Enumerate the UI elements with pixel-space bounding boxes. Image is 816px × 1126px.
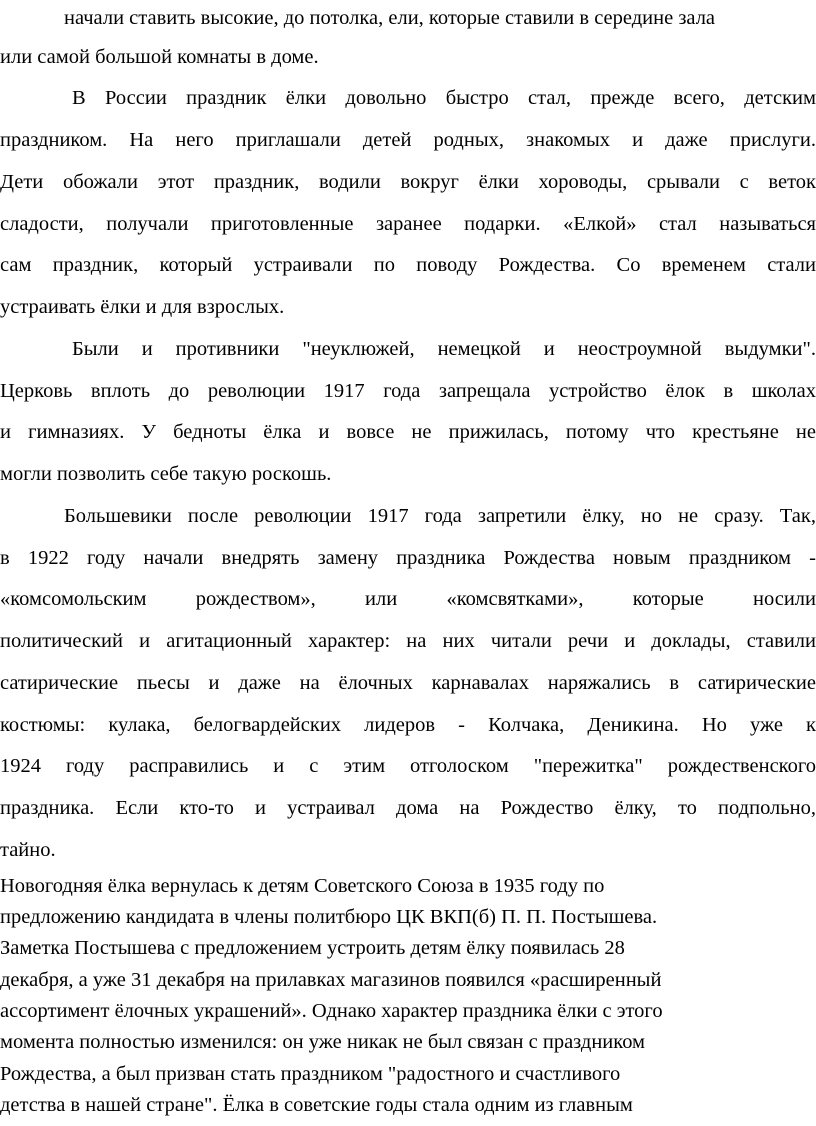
text-line: и гимназиях. У бедноты ёлка и вовсе не прижилась, потому что крестьяне не — [0, 421, 816, 443]
text-line: сатирические пьесы и даже на ёлочных карнавалах наряжались в сатирические — [0, 672, 816, 694]
text-line: праздника. Если кто-то и устраивал дома на Рождество ёлку, то подпольно, — [0, 797, 816, 819]
text-line: детства в нашей стране". Ёлка в советские годы стала одним из главным — [0, 1094, 633, 1116]
text-line: Церковь вплоть до революции 1917 года запрещала устройство ёлок в школах — [0, 380, 816, 402]
text-line: 1924 году расправились и с этим отголоском "пережитка" рождественского — [0, 755, 816, 777]
text-line: ассортимент ёлочных украшений». Однако характер праздника ёлки с этого — [0, 1000, 663, 1022]
text-line: Заметка Постышева с предложением устроить детям ёлку появилась 28 — [0, 937, 625, 959]
text-line: начали ставить высокие, до потолка, ели, которые ставили в середине зала — [64, 7, 716, 29]
text-line: Дети обожали этот праздник, водили вокруг ёлки хороводы, срывали с веток — [0, 171, 816, 193]
text-line: праздником. На него приглашали детей родных, знакомых и даже прислуги. — [0, 129, 816, 151]
text-line: В России праздник ёлки довольно быстро стал, прежде всего, детским — [72, 87, 816, 109]
text-line: Большевики после революции 1917 года запретили ёлку, но не сразу. Так, — [64, 505, 816, 527]
text-line: могли позволить себе такую роскошь. — [0, 463, 332, 485]
text-line: Рождества, а был призван стать праздником "радостного и счастливого — [0, 1063, 621, 1085]
text-line: момента полностью изменился: он уже никак не был связан с праздником — [0, 1031, 646, 1053]
text-line: тайно. — [0, 839, 56, 861]
text-line: «комсомольским рождеством», или «комсвятками», которые носили — [0, 588, 816, 610]
text-line: предложению кандидата в члены политбюро ЦК ВКП(б) П. П. Постышева. — [0, 906, 658, 928]
text-line: Были и противники "неуклюжей, немецкой и неостроумной выдумки". — [72, 338, 816, 360]
text-line: в 1922 году начали внедрять замену праздника Рождества новым праздником - — [0, 547, 816, 569]
text-line: устраивать ёлки и для взрослых. — [0, 296, 285, 318]
text-line: декабря, а уже 31 декабря на прилавках магазинов появился «расширенный — [0, 969, 662, 991]
text-line: сладости, получали приготовленные заранее подарки. «Елкой» стал называться — [0, 213, 816, 235]
text-line: сам праздник, который устраивали по поводу Рождества. Со временем стали — [0, 254, 816, 276]
text-line: или самой большой комнаты в доме. — [0, 46, 319, 68]
text-line: костюмы: кулака, белогвардейских лидеров - Колчака, Деникина. Но уже к — [0, 714, 816, 736]
text-line: Новогодняя ёлка вернулась к детям Советского Союза в 1935 году по — [0, 875, 605, 897]
text-line: политический и агитационный характер: на них читали речи и доклады, ставили — [0, 630, 816, 652]
